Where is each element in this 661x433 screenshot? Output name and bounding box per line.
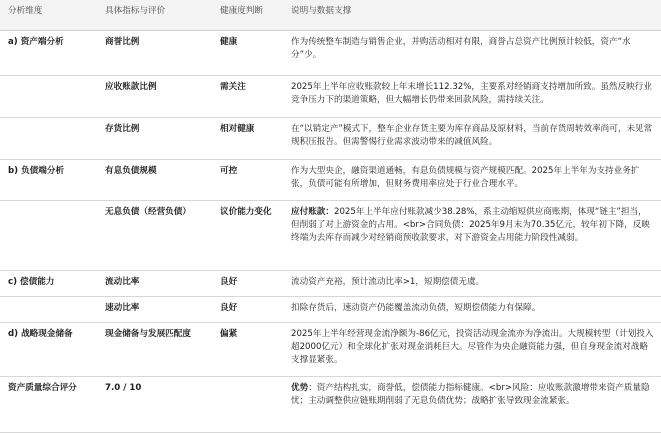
row-description: 在“以销定产”模式下，整车企业存货主要为库存商品及原材料，当前存货周转效率尚可，未见常规积压报告。但需警惕行业需求波动带来的减值风险。	[283, 118, 661, 160]
row-indicator: 应收账款比例	[97, 76, 212, 118]
table-row	[0, 323, 661, 377]
table-row	[0, 118, 661, 160]
header-health: 健康度判断	[212, 0, 283, 31]
table-row	[0, 201, 661, 271]
table-row	[0, 297, 661, 323]
row-indicator: 现金储备与发展匹配度	[97, 323, 212, 377]
row-description: 扣除存货后，速动资产仍能覆盖流动负债，短期偿债能力有保障。	[283, 297, 661, 323]
row-health: 可控	[212, 160, 283, 201]
row-dimension	[0, 201, 97, 271]
row-dimension: c) 偿债能力	[0, 271, 97, 297]
row-description: 流动资产充裕，预计流动比率>1，短期偿债无虞。	[283, 271, 661, 297]
row-description: 作为传统整车制造与销售企业，并购活动相对有限，商誉占总资产比例预计较低，资产“水分”少。	[283, 31, 661, 76]
header-description: 说明与数据支撑	[283, 0, 661, 31]
row-health: 良好	[212, 297, 283, 323]
row-health	[212, 377, 283, 433]
row-health: 偏紧	[212, 323, 283, 377]
row-dimension: a) 资产端分析	[0, 31, 97, 76]
table-row	[0, 31, 661, 76]
description-text: ：资产结构扎实，商誉低，偿债能力指标健康。<br>风险：应收账款激增带来资产质量隐忧；主动调整供应链账期削弱了无息负债优势；战略扩张导致现金流紧张。	[291, 383, 650, 406]
description-lead: 应付账款：	[291, 207, 334, 217]
row-indicator: 7.0 / 10	[97, 377, 212, 433]
row-indicator: 有息负债规模	[97, 160, 212, 201]
description-lead: 优势	[291, 383, 309, 393]
table-row	[0, 271, 661, 297]
table-row	[0, 160, 661, 201]
row-dimension: d) 战略现金储备	[0, 323, 97, 377]
row-health: 良好	[212, 271, 283, 297]
row-health: 议价能力变化	[212, 201, 283, 271]
row-description: 作为大型央企，融资渠道通畅，有息负债规模与资产规模匹配。2025年上半年为支持业务扩张，负债可能有所增加，但财务费用率应处于行业合理水平。	[283, 160, 661, 201]
row-description	[283, 377, 661, 433]
table-header-row	[0, 0, 661, 31]
row-indicator: 流动比率	[97, 271, 212, 297]
row-description	[283, 201, 661, 271]
row-health: 需关注	[212, 76, 283, 118]
row-indicator: 无息负债（经营负债）	[97, 201, 212, 271]
row-dimension	[0, 297, 97, 323]
description-text: 2025年上半年应付账款减少38.28%，系主动缩短供应商账期，体现“链主”担当，但削弱了对上游资金的占用。<br>合同负债：2025年9月末为70.35亿元，较年初下降，反映终端为去库存而减少对经销商预收款要求，对下游资金占用能力阶段性减弱。	[291, 207, 650, 243]
table-row	[0, 377, 661, 433]
row-dimension: b) 负债端分析	[0, 160, 97, 201]
row-description: 2025年上半年经营现金流净额为-86亿元，投资活动现金流亦为净流出。大规模转型（计划投入超2000亿元）和全球化扩张对现金消耗巨大。尽管作为央企融资能力强，但自身现金流对战略支撑显紧张。	[283, 323, 661, 377]
row-health: 健康	[212, 31, 283, 76]
header-dimension: 分析维度	[0, 0, 97, 31]
row-indicator: 商誉比例	[97, 31, 212, 76]
table-row	[0, 76, 661, 118]
row-dimension: 资产质量综合评分	[0, 377, 97, 433]
header-indicator: 具体指标与评价	[97, 0, 212, 31]
row-description: 2025年上半年应收账款较上年末增长112.32%，主要系对经销商支持增加所致。虽然反映行业竞争压力下的渠道策略，但大幅增长仍带来回款风险，需持续关注。	[283, 76, 661, 118]
row-health: 相对健康	[212, 118, 283, 160]
row-indicator: 存货比例	[97, 118, 212, 160]
row-indicator: 速动比率	[97, 297, 212, 323]
row-dimension	[0, 118, 97, 160]
row-dimension	[0, 76, 97, 118]
